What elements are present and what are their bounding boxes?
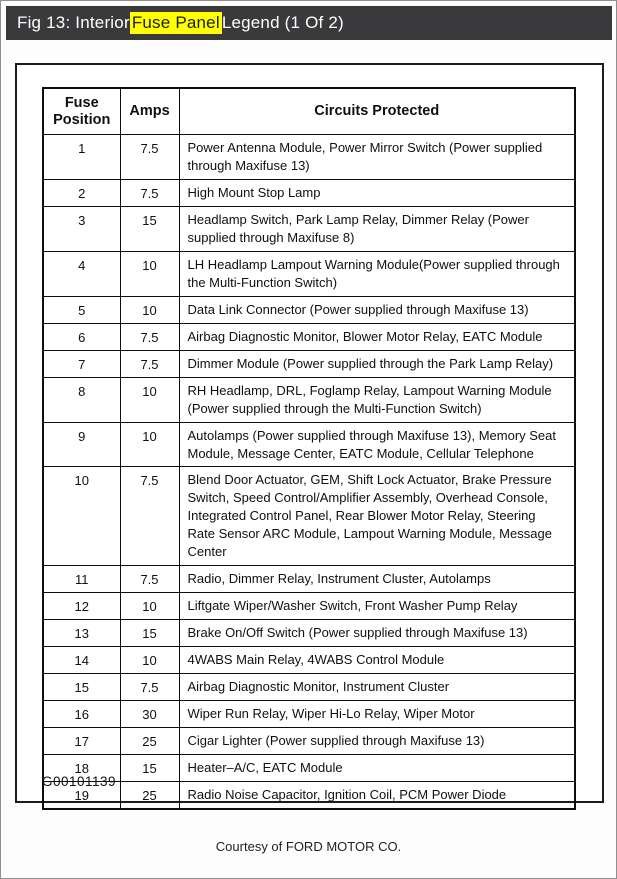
table-row [43, 422, 575, 467]
circuits-cell: RH Headlamp, DRL, Foglamp Relay, Lampout Warning Module (Power supplied through the Multi-Function Switch) [179, 377, 575, 422]
fuse-position-cell: 9 [43, 422, 120, 467]
amps-cell: 10 [120, 593, 179, 620]
fuse-position-cell: 1 [43, 135, 120, 180]
amps-cell: 7.5 [120, 566, 179, 593]
circuits-cell: 4WABS Main Relay, 4WABS Control Module [179, 646, 575, 673]
fuse-position-cell: 11 [43, 566, 120, 593]
table-row [43, 350, 575, 377]
figure-title-prefix: Fig 13: Interior [17, 13, 130, 32]
table-row [43, 566, 575, 593]
amps-cell: 15 [120, 754, 179, 781]
table-row [43, 135, 575, 180]
fuse-table-header [43, 88, 575, 135]
circuits-cell: LH Headlamp Lampout Warning Module(Power supplied through the Multi-Function Switch) [179, 252, 575, 297]
fuse-position-cell: 17 [43, 727, 120, 754]
amps-cell: 25 [120, 727, 179, 754]
table-row [43, 296, 575, 323]
fuse-position-cell: 2 [43, 180, 120, 207]
header-fuse-position: Fuse Position [43, 88, 120, 135]
figure-title-bar [6, 6, 612, 40]
table-row [43, 781, 575, 808]
amps-cell: 10 [120, 646, 179, 673]
table-row [43, 727, 575, 754]
circuits-cell: Radio, Dimmer Relay, Instrument Cluster, Autolamps [179, 566, 575, 593]
amps-cell: 7.5 [120, 467, 179, 566]
header-row [43, 88, 575, 135]
fuse-position-cell: 4 [43, 252, 120, 297]
header-amps: Amps [120, 88, 179, 135]
fuse-position-cell: 5 [43, 296, 120, 323]
fuse-position-cell: 10 [43, 467, 120, 566]
amps-cell: 15 [120, 207, 179, 252]
amps-cell: 7.5 [120, 323, 179, 350]
table-row [43, 323, 575, 350]
scanned-diagram-area [15, 63, 604, 803]
table-row [43, 207, 575, 252]
table-row [43, 646, 575, 673]
circuits-cell: High Mount Stop Lamp [179, 180, 575, 207]
fuse-legend-table [42, 87, 576, 810]
amps-cell: 15 [120, 620, 179, 647]
circuits-cell: Radio Noise Capacitor, Ignition Coil, PCM Power Diode [179, 781, 575, 808]
amps-cell: 10 [120, 296, 179, 323]
table-row [43, 754, 575, 781]
fuse-position-cell: 7 [43, 350, 120, 377]
header-circuits-protected: Circuits Protected [179, 88, 575, 135]
circuits-cell: Headlamp Switch, Park Lamp Relay, Dimmer Relay (Power supplied through Maxifuse 8) [179, 207, 575, 252]
fuse-position-cell: 3 [43, 207, 120, 252]
table-row [43, 593, 575, 620]
fuse-position-cell: 6 [43, 323, 120, 350]
figure-id: G00101139 [42, 774, 117, 789]
fuse-position-cell: 14 [43, 646, 120, 673]
table-row [43, 180, 575, 207]
table-row [43, 620, 575, 647]
fuse-position-cell: 16 [43, 700, 120, 727]
fuse-table-body [43, 135, 575, 809]
amps-cell: 10 [120, 252, 179, 297]
table-row [43, 700, 575, 727]
amps-cell: 10 [120, 377, 179, 422]
figure-title-suffix: Legend (1 Of 2) [221, 13, 344, 32]
circuits-cell: Autolamps (Power supplied through Maxifuse 13), Memory Seat Module, Message Center, EATC Module, Cellular Telephone [179, 422, 575, 467]
circuits-cell: Dimmer Module (Power supplied through the Park Lamp Relay) [179, 350, 575, 377]
fuse-position-cell: 19 [43, 781, 120, 808]
amps-cell: 7.5 [120, 135, 179, 180]
amps-cell: 25 [120, 781, 179, 808]
amps-cell: 10 [120, 422, 179, 467]
amps-cell: 7.5 [120, 180, 179, 207]
fuse-position-cell: 12 [43, 593, 120, 620]
circuits-cell: Power Antenna Module, Power Mirror Switch (Power supplied through Maxifuse 13) [179, 135, 575, 180]
circuits-cell: Data Link Connector (Power supplied through Maxifuse 13) [179, 296, 575, 323]
circuits-cell: Airbag Diagnostic Monitor, Blower Motor Relay, EATC Module [179, 323, 575, 350]
circuits-cell: Blend Door Actuator, GEM, Shift Lock Actuator, Brake Pressure Switch, Speed Control/Amplifier Assembly, Overhead Console, Integrated Control Panel, Rear Blower Motor Relay, Steering Rate Sensor ARC Module, Lampout Warning Module, Message Center [179, 467, 575, 566]
courtesy-footer: Courtesy of FORD MOTOR CO. [215, 839, 402, 854]
circuits-cell: Liftgate Wiper/Washer Switch, Front Washer Pump Relay [179, 593, 575, 620]
amps-cell: 30 [120, 700, 179, 727]
amps-cell: 7.5 [120, 350, 179, 377]
figure-title-highlight: Fuse Panel [131, 13, 220, 32]
circuits-cell: Cigar Lighter (Power supplied through Maxifuse 13) [179, 727, 575, 754]
table-row [43, 673, 575, 700]
fuse-position-cell: 13 [43, 620, 120, 647]
circuits-cell: Wiper Run Relay, Wiper Hi-Lo Relay, Wiper Motor [179, 700, 575, 727]
table-row [43, 252, 575, 297]
circuits-cell: Brake On/Off Switch (Power supplied through Maxifuse 13) [179, 620, 575, 647]
amps-cell: 7.5 [120, 673, 179, 700]
table-row [43, 467, 575, 566]
fuse-position-cell: 18 [43, 754, 120, 781]
fuse-position-cell: 8 [43, 377, 120, 422]
fuse-position-cell: 15 [43, 673, 120, 700]
circuits-cell: Airbag Diagnostic Monitor, Instrument Cluster [179, 673, 575, 700]
table-row [43, 377, 575, 422]
circuits-cell: Heater–A/C, EATC Module [179, 754, 575, 781]
